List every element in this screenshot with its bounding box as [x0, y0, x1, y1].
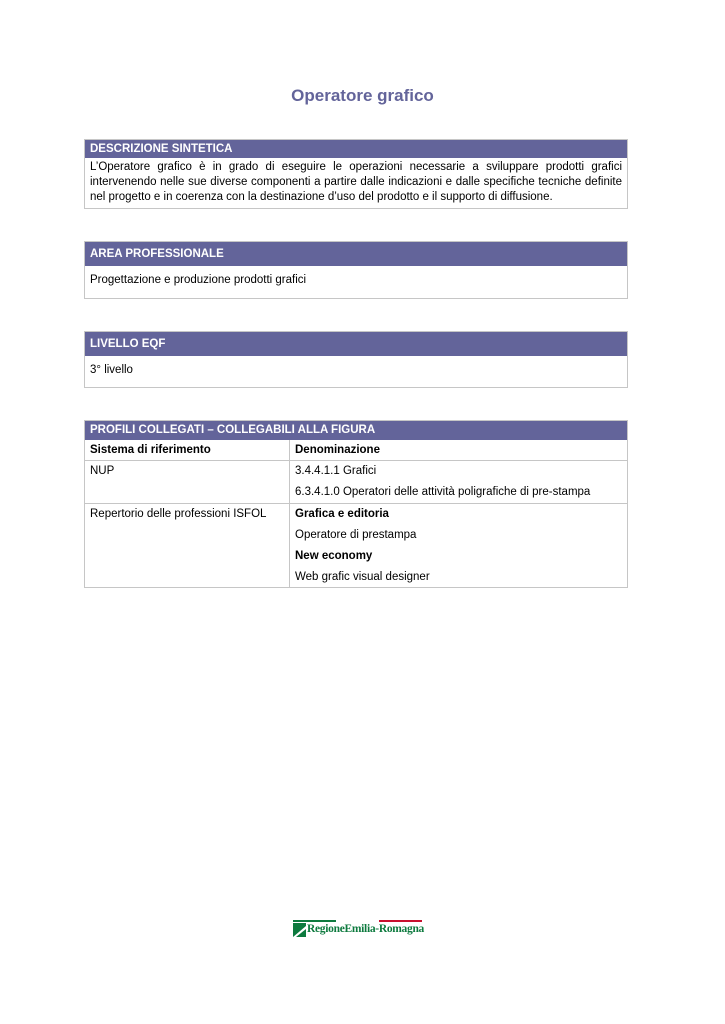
logo-flag-icon — [293, 923, 306, 937]
system-name: NUP — [90, 465, 115, 477]
descrizione-text: L’Operatore grafico è in grado di eseguire le operazioni necessarie a sviluppare prodotti grafici intervenendo nelle sue diverse componenti a partire dalle indicazioni e dalle specifiche tecniche definite nel progetto e in coerenza con la destinazione d’uso del prodotto e il supporto di diffusione. — [90, 161, 622, 203]
denominazione-item: 3.4.4.1.1 Grafici — [295, 465, 377, 477]
denominazione-cell — [290, 504, 628, 589]
area-text: Progettazione e produzione prodotti grafici — [90, 274, 307, 286]
table-row — [85, 461, 627, 504]
area-section — [84, 241, 628, 299]
column-header-sistema: Sistema di riferimento — [85, 440, 290, 461]
logo-text: RegioneEmilia-Romagna — [307, 923, 424, 935]
regione-emilia-romagna-logo — [293, 920, 422, 938]
logo-red-stripe — [379, 920, 422, 922]
column-header-denominazione: Denominazione — [295, 444, 380, 456]
category-heading: New economy — [295, 550, 373, 562]
descrizione-section — [84, 139, 628, 209]
descrizione-heading: DESCRIZIONE SINTETICA — [85, 140, 627, 158]
logo-white-stripe — [336, 920, 379, 922]
profili-heading: PROFILI COLLEGATI – COLLEGABILI ALLA FIGURA — [85, 421, 627, 440]
denominazione-cell — [290, 461, 628, 504]
livello-heading: LIVELLO EQF — [85, 332, 627, 356]
area-heading: AREA PROFESSIONALE — [85, 242, 627, 266]
denominazione-item: Operatore di prestampa — [295, 529, 417, 541]
denominazione-item: 6.3.4.1.0 Operatori delle attività poligrafiche di pre-stampa — [295, 486, 591, 498]
category-heading: Grafica e editoria — [295, 508, 389, 520]
table-row — [85, 504, 627, 589]
system-cell — [85, 461, 290, 504]
table-header-row — [85, 440, 627, 461]
logo-green-stripe — [293, 920, 336, 922]
system-cell — [85, 504, 290, 589]
livello-section — [84, 331, 628, 388]
profili-section — [84, 420, 628, 588]
profili-table — [85, 440, 627, 588]
page-title: Operatore grafico — [291, 86, 434, 105]
denominazione-item: Web grafic visual designer — [295, 571, 430, 583]
livello-text: 3° livello — [90, 364, 133, 376]
system-name: Repertorio delle professioni ISFOL — [90, 508, 267, 520]
